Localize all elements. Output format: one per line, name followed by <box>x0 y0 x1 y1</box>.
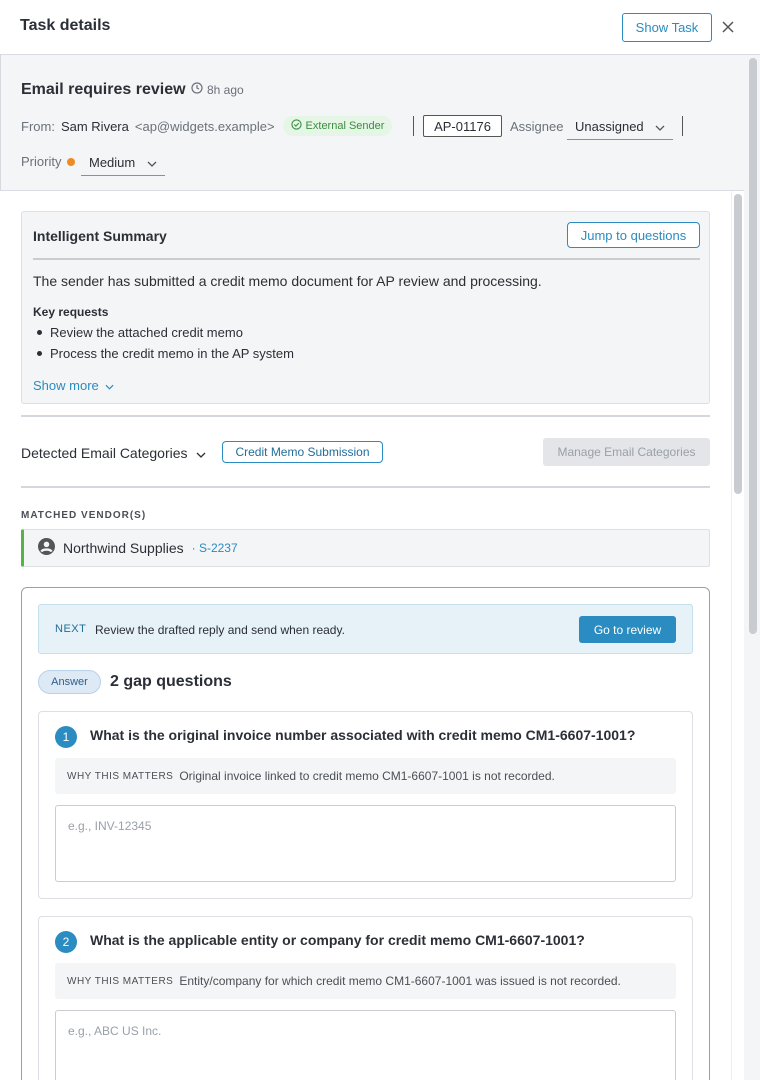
outer-scrollbar-thumb[interactable] <box>749 58 757 634</box>
vendor-card[interactable] <box>21 529 710 567</box>
time-ago-text: 8h ago <box>207 82 244 97</box>
priority-select[interactable] <box>81 150 165 176</box>
key-requests-label: Key requests <box>33 305 109 319</box>
close-icon[interactable] <box>718 14 738 40</box>
question-text: What is the original invoice number associated with credit memo CM1-6607-1001? <box>90 727 636 743</box>
external-sender-label: External Sender <box>305 120 385 132</box>
category-chip[interactable]: Credit Memo Submission <box>222 441 383 463</box>
priority-label <box>21 154 75 169</box>
section-divider <box>21 486 710 488</box>
key-request-text: Process the credit memo in the AP system <box>50 346 294 361</box>
question-card <box>38 916 693 1080</box>
why-text: Entity/company for which credit memo CM1-6607-1001 was issued is not recorded. <box>179 974 621 988</box>
assignee-value: Unassigned <box>575 119 644 134</box>
chevron-down-icon <box>147 155 157 170</box>
vendor-id[interactable]: · S-2237 <box>191 541 238 555</box>
manage-email-categories-button[interactable]: Manage Email Categories <box>543 438 710 466</box>
question-card <box>38 711 693 899</box>
chevron-down-icon <box>196 445 206 461</box>
bullet-icon <box>37 351 42 356</box>
clock-icon <box>191 82 203 97</box>
show-more-link[interactable] <box>33 378 114 393</box>
sender-email: <ap@widgets.example> <box>134 118 275 134</box>
gap-questions-title: 2 gap questions <box>110 673 232 690</box>
why-this-matters <box>55 963 676 999</box>
chevron-down-icon <box>105 378 114 393</box>
answer-pill: Answer <box>38 670 101 694</box>
external-sender-badge <box>283 116 393 136</box>
check-circle-icon <box>291 119 302 133</box>
answer-input[interactable] <box>55 1010 676 1080</box>
next-tag: NEXT <box>55 623 87 635</box>
answer-input[interactable] <box>55 805 676 882</box>
question-text: What is the applicable entity or company for credit memo CM1-6607-1001? <box>90 932 585 948</box>
from-label: From: <box>21 118 55 134</box>
chevron-down-icon <box>655 119 665 134</box>
priority-label-text: Priority <box>21 154 62 169</box>
key-request-text: Review the attached credit memo <box>50 325 243 340</box>
assignee-select[interactable] <box>567 114 673 140</box>
email-title: Email requires review <box>21 81 186 98</box>
assignee-label: Assignee <box>510 119 564 134</box>
matched-vendors-label: MATCHED VENDOR(S) <box>21 510 147 521</box>
list-item <box>37 346 294 361</box>
section-divider <box>21 415 710 417</box>
show-task-button[interactable]: Show Task <box>622 13 712 42</box>
why-tag: WHY THIS MATTERS <box>67 770 174 782</box>
question-number: 1 <box>55 726 77 748</box>
priority-dot-icon <box>67 158 75 166</box>
divider <box>413 116 414 136</box>
why-text: Original invoice linked to credit memo CM1-6607-1001 is not recorded. <box>179 769 555 783</box>
intelligent-summary <box>21 211 710 404</box>
divider <box>682 116 683 136</box>
sender-name: Sam Rivera <box>60 118 129 134</box>
summary-divider <box>33 258 700 260</box>
next-step-text: Review the drafted reply and send when ready. <box>95 623 345 637</box>
jump-to-questions-button[interactable]: Jump to questions <box>567 222 700 248</box>
detected-categories-toggle[interactable] <box>21 445 206 461</box>
ticket-id: AP-01176 <box>423 115 502 137</box>
user-circle-icon <box>38 538 55 558</box>
question-number: 2 <box>55 931 77 953</box>
gap-questions-panel <box>21 587 710 1080</box>
why-tag: WHY THIS MATTERS <box>67 975 174 987</box>
next-step-banner <box>38 604 693 654</box>
from-row <box>21 114 392 138</box>
task-details-header <box>0 0 760 55</box>
show-more-label: Show more <box>33 378 99 393</box>
detected-categories-label: Detected Email Categories <box>21 445 188 461</box>
bullet-icon <box>37 330 42 335</box>
summary-title: Intelligent Summary <box>33 228 167 244</box>
time-ago <box>191 82 244 97</box>
page-title: Task details <box>20 17 111 34</box>
vendor-name: Northwind Supplies <box>63 540 184 556</box>
summary-text: The sender has submitted a credit memo document for AP review and processing. <box>33 273 542 289</box>
why-this-matters <box>55 758 676 794</box>
go-to-review-button[interactable]: Go to review <box>579 616 676 643</box>
list-item <box>37 325 243 340</box>
inner-scrollbar-thumb[interactable] <box>734 194 742 494</box>
priority-value: Medium <box>89 155 136 170</box>
